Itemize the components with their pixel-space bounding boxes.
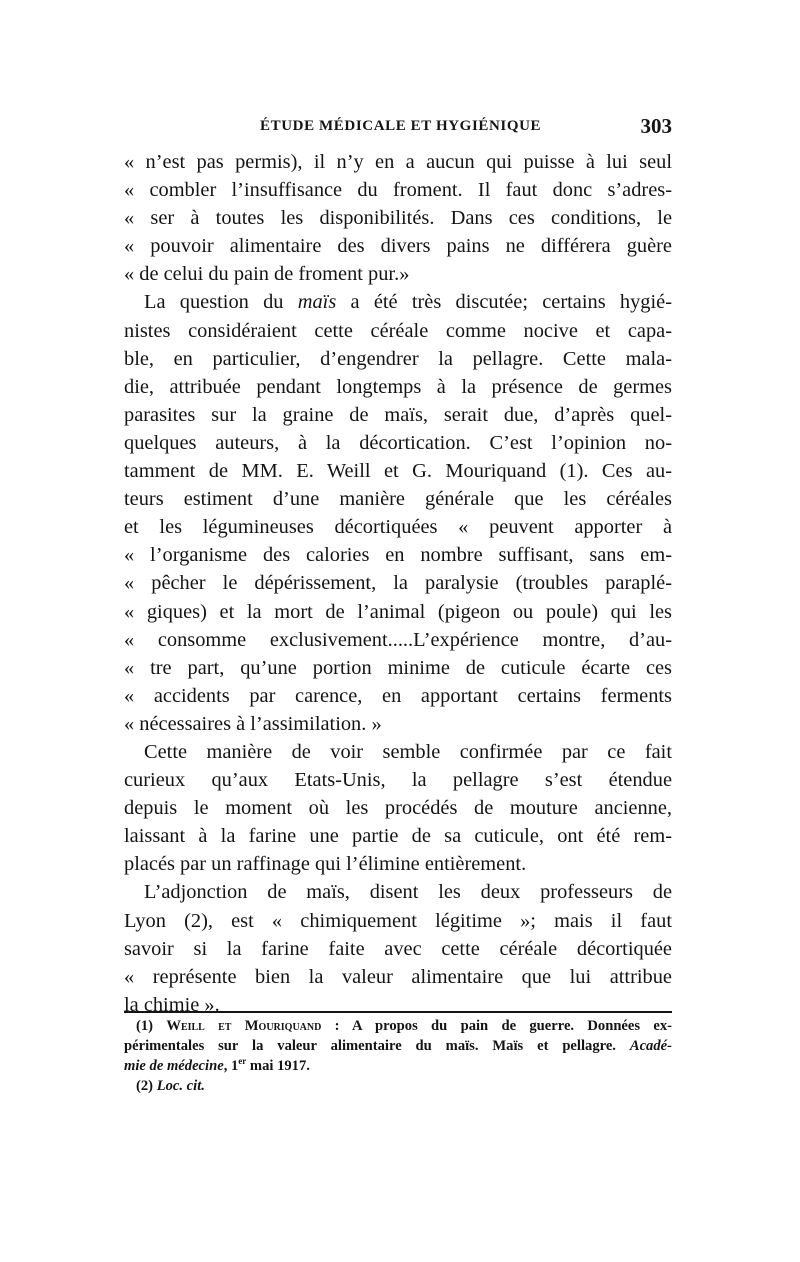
body-text <box>124 148 672 1019</box>
footnote-line <box>124 1016 672 1036</box>
text-line: « tre part, qu’une portion minime de cuticule écarte ces <box>124 656 672 679</box>
footnote-authors: Weill et Mouriquand <box>166 1018 322 1034</box>
footnote-line <box>124 1056 672 1076</box>
text-line: tamment de MM. E. Weill et G. Mouriquand (1). Ces au- <box>124 460 672 483</box>
text-line: Cette manière de voir semble confirmée par ce fait <box>144 740 672 763</box>
text-fragment: La question du <box>144 291 298 314</box>
text-line: « accidents par carence, en apportant certains ferments <box>124 684 672 707</box>
text-fragment: périmentales sur la valeur alimentaire du maïs. Maïs et pellagre. <box>124 1038 630 1054</box>
text-line: ble, en particulier, d’engendrer la pellagre. Cette mala- <box>124 347 672 370</box>
text-line: « représente bien la valeur alimentaire que lui attribue <box>124 965 672 988</box>
text-line: nistes considéraient cette céréale comme nocive et capa- <box>124 319 672 342</box>
text-line: « giques) et la mort de l’animal (pigeon ou poule) qui les <box>124 600 672 623</box>
text-line <box>124 288 672 316</box>
text-line: « consomme exclusivement.....L’expérience montre, d’au- <box>124 628 672 651</box>
text-line: teurs estiment d’une manière générale que les céréales <box>124 488 672 511</box>
text-line: quelques auteurs, à la décortication. C’est l’opinion no- <box>124 431 672 454</box>
superscript: er <box>238 1056 247 1067</box>
italic-fragment: mie de médecine <box>124 1058 224 1074</box>
text-line: « l’organisme des calories en nombre suffisant, sans em- <box>124 544 672 567</box>
text-line: L’adjonction de maïs, disent les deux professeurs de <box>144 881 672 904</box>
footnote-divider <box>124 1011 672 1013</box>
text-line: « nécessaires à l’assimilation. » <box>124 712 382 735</box>
footnote-line <box>124 1036 672 1056</box>
footnote-line <box>124 1076 672 1096</box>
text-line: « ser à toutes les disponibilités. Dans ces conditions, le <box>124 207 672 230</box>
footnote-number: (1) <box>136 1018 154 1034</box>
text-fragment: , 1 <box>223 1058 239 1074</box>
text-line: « pêcher le dépérissement, la paralysie (troubles paraplé- <box>124 572 672 595</box>
text-line: die, attribuée pendant longtemps à la présence de germes <box>124 375 672 398</box>
italic-fragment: Acadé- <box>629 1038 672 1054</box>
text-line: savoir si la farine faite avec cette céréale décortiquée <box>124 937 672 960</box>
text-line: la chimie ». <box>124 993 220 1016</box>
text-line: placés par un raffinage qui l’élimine entièrement. <box>124 853 527 876</box>
text-line: curieux qu’aux Etats-Unis, la pellagre s’est étendue <box>124 769 672 792</box>
text-line: laissant à la farine une partie de sa cuticule, ont été rem- <box>124 825 672 848</box>
text-line: parasites sur la graine de maïs, serait due, d’après quel- <box>124 403 672 426</box>
page-number: 303 <box>640 114 672 138</box>
text-fragment: : A propos du pain de guerre. Données ex- <box>321 1018 672 1034</box>
italic-fragment: Loc. cit. <box>156 1078 205 1094</box>
italic-word: maïs <box>297 291 337 314</box>
text-line: Lyon (2), est « chimiquement légitime »; mais il faut <box>124 909 672 932</box>
text-fragment: a été très discutée; certains hygié- <box>336 291 672 314</box>
footnotes <box>124 1016 672 1096</box>
text-fragment: mai 1917. <box>246 1058 310 1074</box>
text-line: « pouvoir alimentaire des divers pains ne différera guère <box>124 235 672 258</box>
footnote-number: (2) <box>136 1078 154 1094</box>
text-line: « combler l’insuffisance du froment. Il faut donc s’adres- <box>124 179 672 202</box>
text-line: et les légumineuses décortiquées « peuvent apporter à <box>124 516 672 539</box>
running-head <box>124 116 672 138</box>
text-line: depuis le moment où les procédés de mouture ancienne, <box>124 797 672 820</box>
text-line: « n’est pas permis), il n’y en a aucun qui puisse à lui seul <box>124 151 672 173</box>
running-title: ÉTUDE MÉDICALE ET HYGIÉNIQUE <box>260 118 542 134</box>
text-line: « de celui du pain de froment pur.» <box>124 263 410 286</box>
